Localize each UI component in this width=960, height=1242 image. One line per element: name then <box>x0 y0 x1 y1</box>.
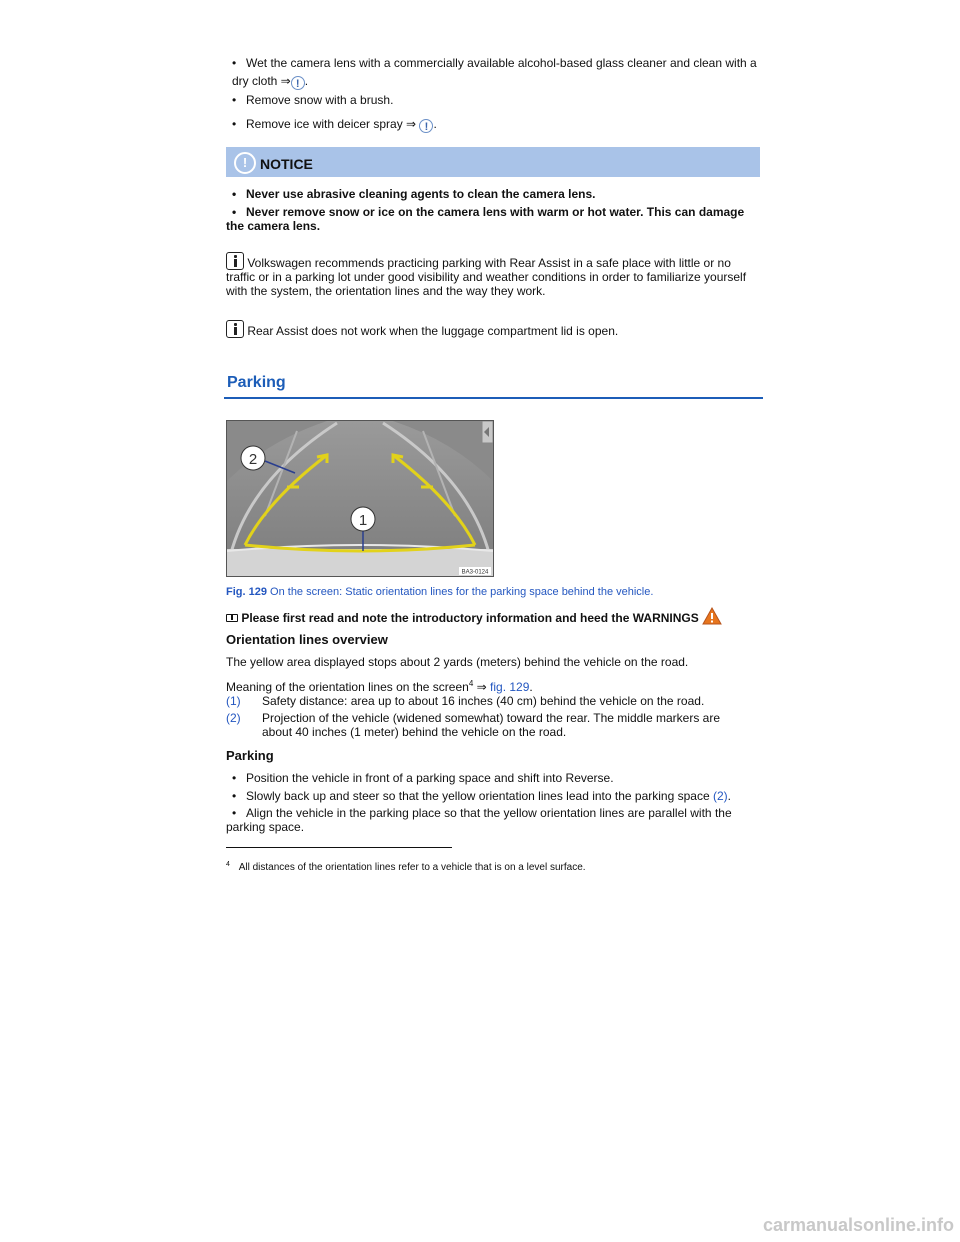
list-number-1: (1) <box>226 694 241 708</box>
info-icon <box>226 320 244 338</box>
notice-ref-icon[interactable]: ! <box>419 119 433 133</box>
book-icon <box>226 614 238 622</box>
overview-heading: Orientation lines overview <box>226 632 388 647</box>
notice-title: NOTICE <box>260 156 313 172</box>
notice-ref-icon[interactable]: ! <box>291 76 305 90</box>
figure-caption: Fig. 129 On the screen: Static orientation lines for the parking space behind the vehicle. <box>226 586 654 598</box>
figure-code: BA3-0124 <box>461 569 489 576</box>
bullet-marker: • <box>232 806 237 820</box>
ref-link-2[interactable]: (2) <box>712 789 728 803</box>
overview-paragraph-2: Meaning of the orientation lines on the screen$^4$ ⇒ fig. 129. <box>226 679 533 694</box>
info-icon <box>226 252 244 270</box>
section-divider <box>224 397 763 399</box>
list-item-projection: Projection of the vehicle (widened somewhat) toward the rear. The middle markers are about 40 inches (1 meter) behind the vehicle on the road. <box>262 711 720 739</box>
notice-header <box>226 147 760 177</box>
list-number-2: (2) <box>226 711 241 725</box>
section-title: Parking <box>227 374 286 391</box>
exclamation-circle-icon: ! <box>234 152 256 174</box>
bullet-marker: • <box>232 56 237 70</box>
bullet-marker: • <box>232 789 237 803</box>
bullet-clean-lens: Wet the camera lens with a commercially available alcohol-based glass cleaner and clean with a <box>246 56 757 70</box>
callout-1: 1 <box>358 512 368 529</box>
callout-2: 2 <box>248 451 258 468</box>
bullet-marker: • <box>232 117 237 131</box>
list-item-safety-distance: Safety distance: area up to about 16 inches (40 cm) behind the vehicle on the road. <box>262 694 705 708</box>
bullet-marker: • <box>232 771 237 785</box>
bullet-marker: • <box>232 187 237 201</box>
info-note-luggage: Rear Assist does not work when the luggage compartment lid is open. <box>226 320 762 338</box>
warning-triangle-icon[interactable] <box>702 607 722 628</box>
overview-paragraph-1: The yellow area displayed stops about 2 yards (meters) behind the vehicle on the road. <box>226 655 689 669</box>
parking-item-1: Position the vehicle in front of a parking space and shift into Reverse. <box>246 771 614 785</box>
figure-rear-camera <box>226 420 494 577</box>
parking-item-2: Slowly back up and steer so that the yellow orientation lines lead into the parking space (2). <box>246 789 731 803</box>
bullet-clean-lens-cont: dry cloth ⇒ ! . <box>232 74 309 90</box>
intro-warning-line: Please first read and note the introductory information and heed the WARNINGS <box>226 607 722 628</box>
rear-camera-illustration <box>227 421 493 576</box>
footnote-divider <box>226 847 452 848</box>
notice-item-2: Never remove snow or ice on the camera lens with warm or hot water. This can damage the camera lens. <box>226 205 745 233</box>
bullet-remove-snow: Remove snow with a brush. <box>246 93 394 107</box>
bullet-marker: • <box>232 93 237 107</box>
info-note-practice: Volkswagen recommends practicing parking with Rear Assist in a safe place with little or no traffic or in a parking lot under good visibility and weather conditions in order to familiarize yourself with the system, the orientation lines and the way they work. <box>226 252 762 298</box>
parking-item-3: Align the vehicle in the parking place so that the yellow orientation lines are parallel with the parking space. <box>226 806 732 834</box>
notice-item-1: Never use abrasive cleaning agents to clean the camera lens. <box>246 187 596 201</box>
fig-link[interactable]: fig. 129 <box>490 680 530 694</box>
parking-heading: Parking <box>226 748 274 763</box>
bullet-marker: • <box>232 205 237 219</box>
footer-watermark: carmanualsonline.info <box>762 1215 954 1235</box>
bullet-remove-ice: Remove ice with deicer spray ⇒ ! . <box>246 117 437 133</box>
footnote: $^4$ All distances of the orientation lines refer to a vehicle that is on a level surface. <box>226 861 586 873</box>
